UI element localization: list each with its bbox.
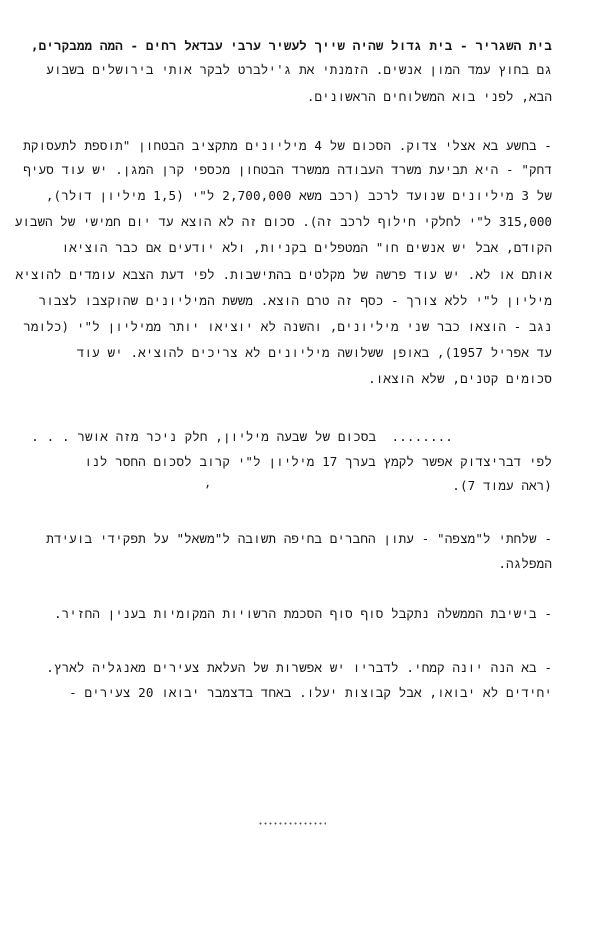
text-line: - בישיבת הממשלה נתקבל סוף סוף הסכמת הרשויות המקומיות בענין החזיר.: [53, 606, 552, 621]
text-line: לפי דבריצדוק אפשר לקמץ בערך 17 מיליון ל"י קרוב לסכום החסר לנו: [84, 454, 552, 469]
text-line: הקודם, אבל יש אנשים חו" המטפלים בקניות, ולא יודעים אם כבר הוציאו: [61, 240, 552, 255]
text-line: נגב - הוצאו כבר שני מיליונים, והשנה לא יוציאו יותר ממיליון ל"י (כלומר: [23, 319, 552, 334]
text-line: הבא, לפני בוא המשלוחים הראשונים.: [306, 89, 552, 104]
text-line: בית השגריר - בית גדול שהיה שייך לעשיר ערבי עבדאל רחים - המה ממבקרים,: [30, 38, 552, 53]
text-line: - בחשע בא אצלי צדוק. הסכום של 4 מיליונים מתקציב הבטחון "תוספת לתעסוקת: [23, 138, 552, 153]
text-line: של 3 מיליונים שנועד לרכב (רכב משא 2,700,000 ל"י (1,5 מיליון דולר),: [45, 188, 552, 203]
text-line: - שלחתי ל"מצפה" - עתון החברים בחיפה תשובה ל"משאל" על תפקידי בועידת: [46, 531, 552, 546]
comma-mark: ,: [204, 476, 212, 490]
scan-artifact-dots: [258, 822, 326, 825]
text-line: ........ בסכום של שבעה מיליון, חלק ניכר מזה אושר . . .: [31, 429, 453, 444]
text-line: המפלגה.: [498, 556, 552, 571]
text-line: - בא הנה יונה קמחי. לדבריו יש אפשרות של העלאת צעירים מאנגליה לארץ.: [46, 660, 552, 675]
text-line: עד אפריל 1957), באופן ששלושה מיליונים לא צריכים להוציא. יש עוד: [76, 345, 552, 360]
text-line: סכומים קטנים, שלא הוצאו.: [368, 371, 552, 386]
text-line: אותם או לא. יש עוד פרשה של מקלטים בהתישבות. לפי דעת הצבא עומדים להוציא: [15, 267, 552, 282]
text-line: יחידים לא יבואו, אבל קבוצות יעלו. באחד בדצמבר יבואו 20 צעירים -: [69, 685, 552, 700]
text-line: דחק" - היא תביעת משרד העבודה ממשרד הבטחון מכספי קרן המגן. יש עוד סעיף: [23, 162, 552, 177]
text-line: (ראה עמוד 7).: [452, 478, 552, 493]
text-line: גם בחוץ עמד המון אנשים. הזמנתי את ג'ילברט לבקר אותי בירושלים בשבוע: [46, 62, 552, 77]
text-line: מיליון ל"י ללא צורך - כסף זה טרם הוצא. מששת המיליונים שהוקצבו לצבור: [38, 293, 552, 308]
text-line: 315,000 ל"י לחלקי חילוף לרכב זה). סכום זה לא הוצא עד יום חמישי של השבוע: [14, 214, 552, 229]
